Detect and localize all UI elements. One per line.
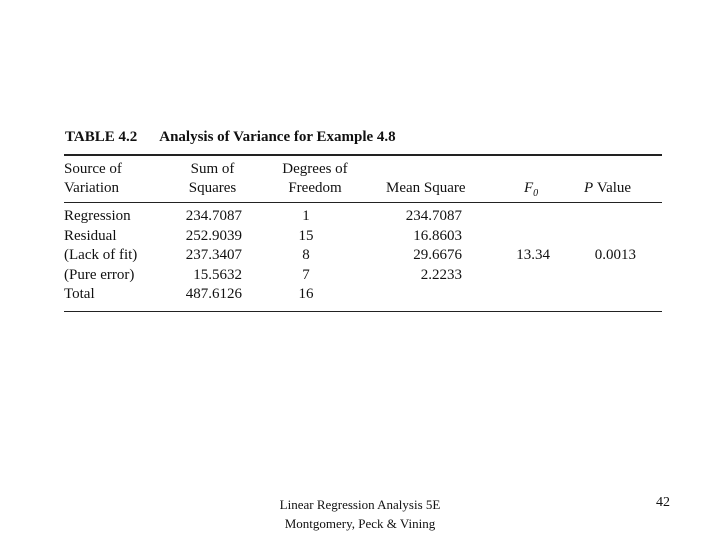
row-source: Total	[64, 286, 95, 302]
row-df: 15	[298, 227, 314, 244]
header-rule	[64, 202, 662, 203]
header-mean-square: Mean Square	[386, 180, 466, 196]
row-p-value: 0.0013	[594, 247, 636, 263]
row-sum-squares: 487.6126	[185, 286, 242, 302]
row-source: Residual	[64, 227, 117, 244]
table-label: TABLE 4.2	[65, 129, 138, 145]
header-sum-squares: Sum of Squares	[188, 161, 237, 196]
header-f0: $F_0$	[524, 180, 539, 199]
row-source: (Lack of fit)	[64, 247, 138, 263]
row-df: 7	[302, 266, 310, 283]
row-df: 1	[302, 208, 310, 224]
row-mean-square: 16.8603	[413, 227, 462, 244]
page-number: 42	[656, 495, 670, 510]
row-sum-squares: 234.7087	[185, 208, 242, 224]
row-source: Regression	[64, 208, 131, 224]
row-sum-squares: 237.3407	[185, 247, 242, 263]
header-degrees-freedom: Degrees of Freedom	[282, 161, 348, 196]
footer-line-1: Linear Regression Analysis 5E	[279, 497, 441, 512]
row-df: 8	[302, 247, 310, 263]
row-mean-square: 234.7087	[405, 208, 462, 224]
table-title	[65, 129, 661, 146]
bottom-rule	[64, 311, 662, 312]
row-df: 16	[298, 286, 314, 302]
top-rule	[64, 154, 662, 156]
header-p-value: P Value	[584, 180, 632, 196]
row-f0: 13.34	[516, 247, 550, 263]
slide-footer	[250, 495, 470, 533]
row-source: (Pure error)	[64, 266, 135, 283]
row-mean-square: 2.2233	[420, 266, 462, 283]
table-caption: Analysis of Variance for Example 4.8	[159, 129, 396, 145]
row-mean-square: 29.6676	[413, 247, 462, 263]
header-source: Source of Variation	[64, 161, 122, 196]
row-sum-squares: 252.9039	[185, 227, 242, 244]
row-sum-squares: 15.5632	[193, 266, 242, 283]
footer-line-2: Montgomery, Peck & Vining	[284, 516, 436, 531]
